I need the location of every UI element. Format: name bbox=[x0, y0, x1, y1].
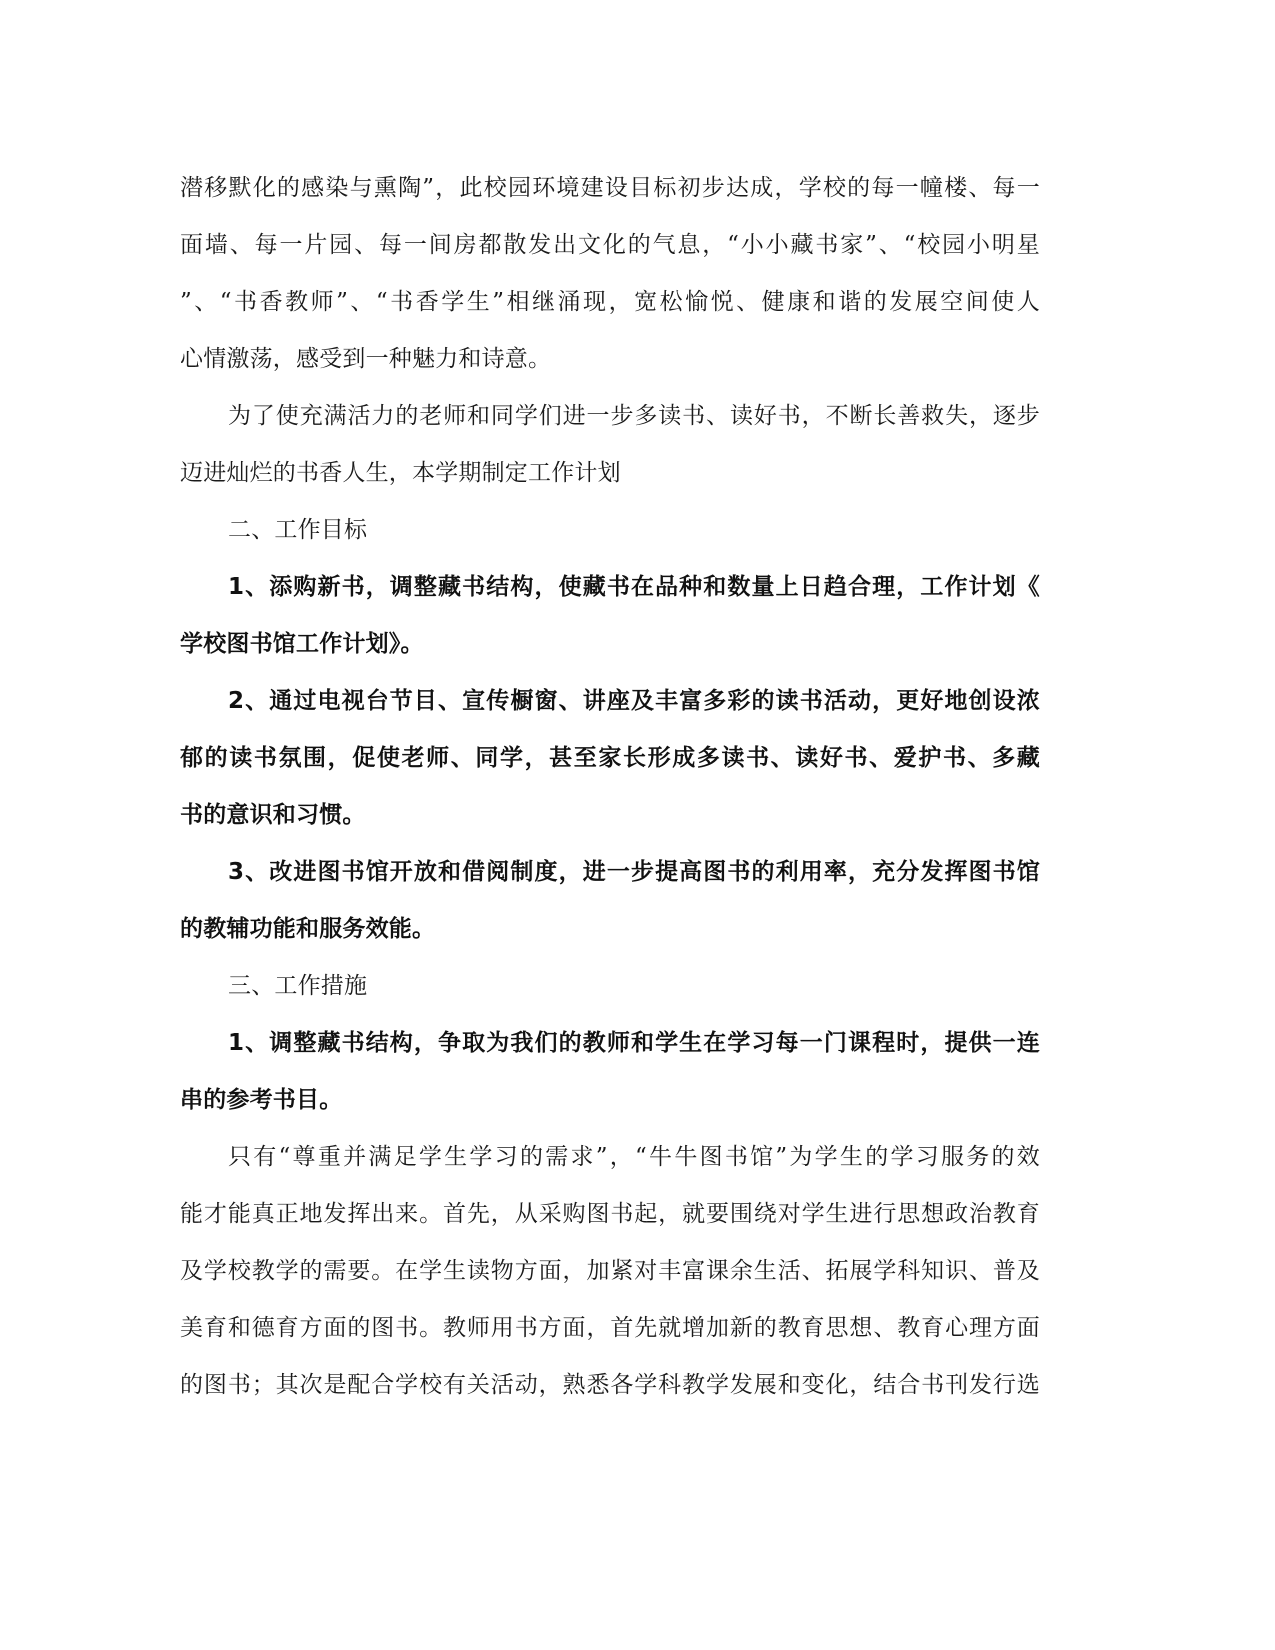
text-line: 潜移默化的感染与熏陶”，此校园环境建设目标初步达成，学校的每一幢楼、每一 bbox=[180, 175, 1040, 201]
text-line: 三、工作措施 bbox=[228, 973, 368, 999]
text-line: 2、通过电视台节目、宣传橱窗、讲座及丰富多彩的读书活动，更好地创设浓 bbox=[228, 688, 1040, 714]
text-line: 二、工作目标 bbox=[228, 517, 368, 543]
text-line: 迈进灿烂的书香人生，本学期制定工作计划 bbox=[180, 460, 621, 486]
text-line: 1、添购新书，调整藏书结构，使藏书在品种和数量上日趋合理，工作计划《 bbox=[228, 574, 1040, 600]
text-line: 能才能真正地发挥出来。首先，从采购图书起，就要围绕对学生进行思想政治教育 bbox=[180, 1201, 1040, 1227]
document-body bbox=[180, 160, 1040, 1414]
text-line: 郁的读书氛围，促使老师、同学，甚至家长形成多读书、读好书、爱护书、多藏 bbox=[180, 745, 1040, 771]
text-line: 书的意识和习惯。 bbox=[180, 802, 366, 828]
text-line: 1、调整藏书结构，争取为我们的教师和学生在学习每一门课程时，提供一连 bbox=[228, 1030, 1040, 1056]
text-line: 美育和德育方面的图书。教师用书方面，首先就增加新的教育思想、教育心理方面 bbox=[180, 1315, 1040, 1341]
text-line: 心情激荡，感受到一种魅力和诗意。 bbox=[180, 346, 552, 372]
text-line: 串的参考书目。 bbox=[180, 1087, 343, 1113]
text-line: 3、改进图书馆开放和借阅制度，进一步提高图书的利用率，充分发挥图书馆 bbox=[228, 859, 1040, 885]
text-line: 为了使充满活力的老师和同学们进一步多读书、读好书，不断长善救失，逐步 bbox=[228, 403, 1040, 429]
text-line: 只有“尊重并满足学生学习的需求”，“牛牛图书馆”为学生的学习服务的效 bbox=[228, 1144, 1040, 1170]
text-line: 学校图书馆工作计划》。 bbox=[180, 631, 424, 657]
text-line: 面墙、每一片园、每一间房都散发出文化的气息，“小小藏书家”、“校园小明星 bbox=[180, 232, 1040, 258]
text-line: 的教辅功能和服务效能。 bbox=[180, 916, 436, 942]
text-line: 的图书；其次是配合学校有关活动，熟悉各学科教学发展和变化，结合书刊发行选 bbox=[180, 1372, 1040, 1398]
text-line: ”、“书香教师”、“书香学生”相继涌现，宽松愉悦、健康和谐的发展空间使人 bbox=[180, 289, 1040, 315]
text-line: 及学校教学的需要。在学生读物方面，加紧对丰富课余生活、拓展学科知识、普及 bbox=[180, 1258, 1040, 1284]
